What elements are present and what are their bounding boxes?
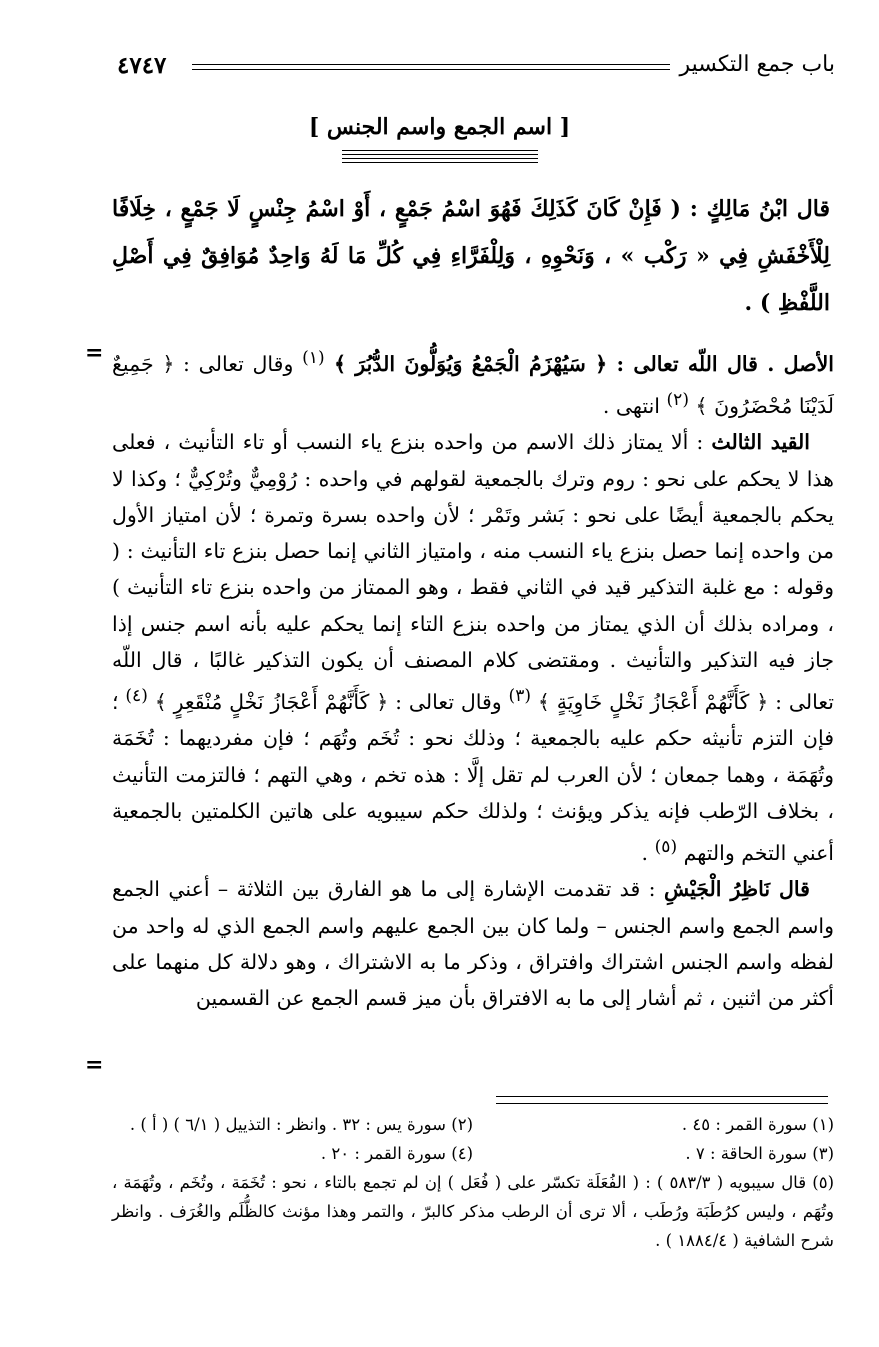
footnote-3: (٣) سورة الحاقة : ٧ .: [685, 1144, 834, 1163]
text-run: ؛ فإن التزم تأنيثه حكم عليه بالجمعية ؛ وذلك نحو : تُخَم وتُهَم ؛ فإن مفرديهما : تُخَمَة وتُهَمَة ، وهما جمعان ؛ لأن العرب لم تقل إلَّا : هذه تخم ، وهي التهم ؛ فالتزمت التأنيث ، بخلاف الرّطب فإنه يذكر ويؤنث ؛ ولذلك حكم سيبويه على هاتين الكلمتين بالجمعية أعني التخم والتهم: [112, 690, 834, 866]
continuation-marker-top: =: [85, 340, 104, 366]
footnote-ref-5[interactable]: (٥): [654, 837, 678, 858]
matn-body: ( فَإِنْ كَانَ كَذَلِكَ فَهُوَ اسْمُ جَمْعٍ ، أَوْ اسْمُ جِنْسٍ لَا جَمْعٍ ، خِلَافًا لِلْأَخْفَشِ فِي « رَكْب » ، وَنَحْوِهِ ، وَلِلْفَرَّاءِ فِي كُلِّ مَا لَهُ وَاحِدٌ مُوَافِقٌ فِي أَصْلِ اللَّفْظِ ) .: [112, 196, 830, 316]
footnote-separator: [496, 1096, 828, 1104]
chapter-title: باب جمع التكسير: [679, 52, 835, 77]
footnote-ref-3[interactable]: (٣): [508, 686, 532, 707]
paragraph-lead: القيد الثالث: [711, 430, 810, 455]
footnote-4: (٤) سورة القمر : ٢٠ .: [320, 1144, 473, 1163]
footnote-5: (٥) قال سيبويه ( ٥٨٣/٣ ) : ( الفُعَلَة تكسّر على ( فُعَل ) إن لم تجمع بالتاء ، نحو : تُخَمَة ، وتُخَم ، وتُهَمَة ، وتُهَم ، وليس كرُطَبَة ورُطَب ، ألا ترى أن الرطب مذكر كالبرّ ، والتمر وهذا مؤنث كالظُّلَم والغُرَف . وانظر شرح الشافية ( ١٨٨٤/٤ ) .: [112, 1173, 834, 1250]
text-run: انتهى .: [602, 393, 667, 418]
commentary-paragraph-2: [112, 424, 834, 871]
paragraph-lead: قال نَاظِرُ الْجَيْشِ: [663, 877, 810, 902]
header-rule: [192, 64, 670, 70]
quran-quote-2: وقال تعالى : ﴿ جَمِيعٌ لَدَيْنَا مُحْضَرُونَ ﴾: [112, 351, 834, 418]
footnote-row: [112, 1110, 834, 1139]
text-run: وقال تعالى : ﴿ كَأَنَّهُمْ أَعْجَازُ نَخْلٍ مُنْقَعِرٍ ﴾: [147, 690, 509, 715]
footnote-1: (١) سورة القمر : ٤٥ .: [681, 1115, 834, 1134]
footnotes: [112, 1110, 834, 1255]
section-heading: [ اسم الجمع واسم الجنس ]: [308, 114, 571, 140]
footnote-row: [112, 1139, 834, 1168]
footnote-2: (٢) سورة يس : ٣٢ . وانظر : التذييل ( ٦/١ ) ( أ ) .: [129, 1115, 473, 1134]
running-header: [117, 52, 835, 92]
page-number: ٤٧٤٧: [117, 52, 167, 79]
text-run: : ألا يمتاز ذلك الاسم من واحده بنزع ياء النسب أو تاء التأنيث ، فعلى هذا لا يحكم على نحو : روم وترك بالجمعية لقولهم في واحده : رُوْمِيٌّ وتُرْكِيٌّ ؛ وكذا لا يحكم بالجمعية أيضًا على نحو : بَشر وتَمْر ؛ لأن واحده بسرة وتمرة ؛ لأن امتياز الأول من واحده إنما حصل بنزع ياء النسب منه ، وامتياز الثاني إنما حصل بنزع تاء التأنيث : ( وقوله : مع غلبة التذكير قيد في الثاني فقط ، وهو الممتاز من واحده بنزع تاء التأنيث ) ، ومراده بذلك أن الذي يمتاز من واحده بنزع التاء إنما يحكم عليه بأنه اسم جنس إذا جاز فيه التذكير والتأنيث . ومقتضى كلام المصنف أن يكون التذكير غالبًا ، قال اللّه تعالى : ﴿ كَأَنَّهُمْ أَعْجَازُ نَخْلٍ خَاوِيَةٍ ﴾: [112, 430, 834, 715]
matn-text: [112, 186, 830, 327]
footnote-ref-2[interactable]: (٢): [666, 390, 690, 411]
heading-ornament-rules: [342, 150, 538, 170]
text-run: : قد تقدمت الإشارة إلى ما هو الفارق بين الثلاثة – أعني الجمع واسم الجمع واسم الجنس – ولما كان بين الجمع عليهم واسم الجمع الذي له واحد من لفظه واسم الجنس اشتراك وافتراق ، وذكر ما به الاشتراك ، وهو دلالة كل منهما على أكثر من اثنين ، ثم أشار إلى ما به الافتراق بأن ميز قسم الجمع عن القسمين: [112, 877, 834, 1011]
commentary-paragraph-3: [112, 871, 834, 1016]
commentary-text: [112, 340, 834, 1017]
quran-quote-1: الأصل . قال اللّه تعالى : ﴿ سَيُهْزَمُ الْجَمْعُ وَيُوَلُّونَ الدُّبُرَ ﴾: [324, 351, 834, 376]
matn-speaker: قال ابْنُ مَالِكٍ :: [689, 196, 830, 222]
text-run: .: [641, 841, 655, 866]
continuation-marker-bottom: =: [85, 1052, 104, 1078]
footnote-ref-4[interactable]: (٤): [125, 686, 148, 707]
footnote-ref-1[interactable]: (١): [302, 348, 325, 368]
commentary-paragraph-1: [112, 340, 834, 424]
